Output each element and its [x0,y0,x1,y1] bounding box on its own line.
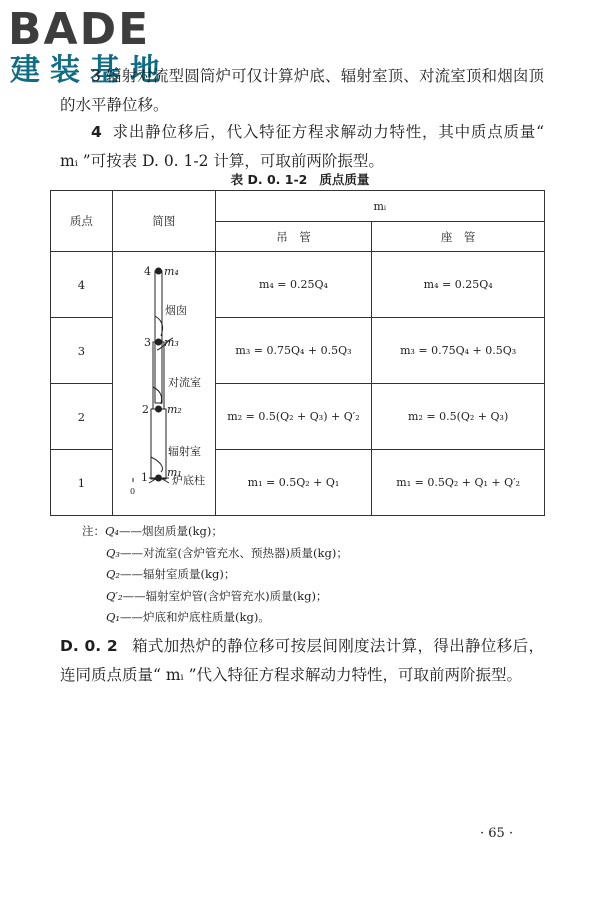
hanging-formula: m₃ = 0.75Q₄ + 0.5Q₃ [215,318,372,384]
table-title: 质点质量 [319,172,370,187]
note-item [82,607,542,629]
hanging-formula: m₄ = 0.25Q₄ [215,252,372,318]
part-label-convection: 对流室 [167,376,201,389]
mass-point-4 [155,268,162,275]
note-symbol: Q′₂ [106,588,123,603]
table-notes [82,521,542,629]
header-mass: mᵢ [215,191,544,222]
header-diagram: 简图 [112,191,215,252]
paragraph-d02-text: 箱式加热炉的静位移可按层间刚度法计算，得出静位移后，连同质点质量“ mᵢ ”代入特征方程求解动力特性，可取前两阶振型。 [60,637,544,684]
logo-wordmark: BADE [8,4,151,55]
note-prefix: 注： [82,524,105,538]
seated-formula: m₃ = 0.75Q₄ + 0.5Q₃ [372,318,545,384]
row-point: 1 [51,450,113,516]
furnace-diagram [113,252,216,516]
note-symbol: Q₁ [106,610,121,624]
note-desc: ——烟囱质量(kg)； [119,524,223,538]
paragraph-3: 3 辐射对流型圆筒炉可仅计算炉底、辐射室顶、对流室顶和烟囱顶的水平静位移。 [60,67,544,114]
note-symbol: Q₄ [105,524,120,538]
header-point: 质点 [51,191,113,252]
mass-point-3 [155,339,162,346]
item-number: 4 [91,123,102,141]
seated-formula: m₂ = 0.5(Q₂ + Q₃) [372,384,545,450]
chimney-shape [155,271,162,403]
page-number: · 65 · [480,826,514,841]
row-point: 3 [51,318,113,384]
header-hanging: 吊 管 [215,222,372,252]
node-label-2: 2 [141,403,149,416]
note-desc: ——炉底和炉底柱质量(kg)。 [120,610,270,624]
part-label-radiation: 辐射室 [167,445,201,458]
logo-chinese: 建装基地 [10,53,170,88]
part-label-chimney: 烟囱 [164,304,187,317]
mass-point-2 [155,406,162,413]
paragraph-d02 [60,632,544,690]
clause-number: D. 0. 2 [60,637,118,655]
note-item [82,586,542,608]
note-desc: ——辐射室质量(kg)； [120,567,236,581]
note-symbol: Q₃ [106,545,121,560]
mass-label-m1: m₁ [166,466,182,479]
radiation-shape [151,409,166,479]
furnace-diagram-cell [112,252,215,516]
mass-label-m3: m₃ [163,336,179,349]
mass-table [50,190,545,516]
note-item [82,543,542,565]
seated-formula: m₁ = 0.5Q₂ + Q₁ + Q′₂ [372,450,545,516]
row-point: 4 [51,252,113,318]
node-label-4: 4 [143,265,151,278]
part-label-base: 炉底柱 [171,474,205,487]
node-label-1: 1 [140,471,148,484]
mass-label-m4: m₄ [163,265,179,278]
header-seated: 座 管 [372,222,545,252]
table-caption [0,170,600,188]
note-item [82,521,542,543]
mass-point-1 [155,475,162,482]
seated-formula: m₄ = 0.25Q₄ [372,252,545,318]
node-label-3: 3 [143,336,151,349]
table-id: 表 D. 0. 1-2 [230,172,308,187]
paragraph-4 [60,118,544,176]
hanging-formula: m₂ = 0.5(Q₂ + Q₃) + Q′₂ [215,384,372,450]
origin-label: 0 [129,487,135,496]
note-symbol: Q₂ [106,567,121,581]
note-desc: ——对流室(含炉管充水、预热器)质量(kg)； [120,545,348,560]
paragraph-4-text: 求出静位移后，代入特征方程求解动力特性，其中质点质量“ mᵢ ”可按表 D. 0. 1-2 计算，可取前两阶振型。 [60,123,544,170]
row-point: 2 [51,384,113,450]
hanging-formula: m₁ = 0.5Q₂ + Q₁ [215,450,372,516]
mass-label-m2: m₂ [166,403,182,416]
note-desc: ——辐射室炉管(含炉管充水)质量(kg)； [122,588,328,603]
note-item [82,564,542,586]
